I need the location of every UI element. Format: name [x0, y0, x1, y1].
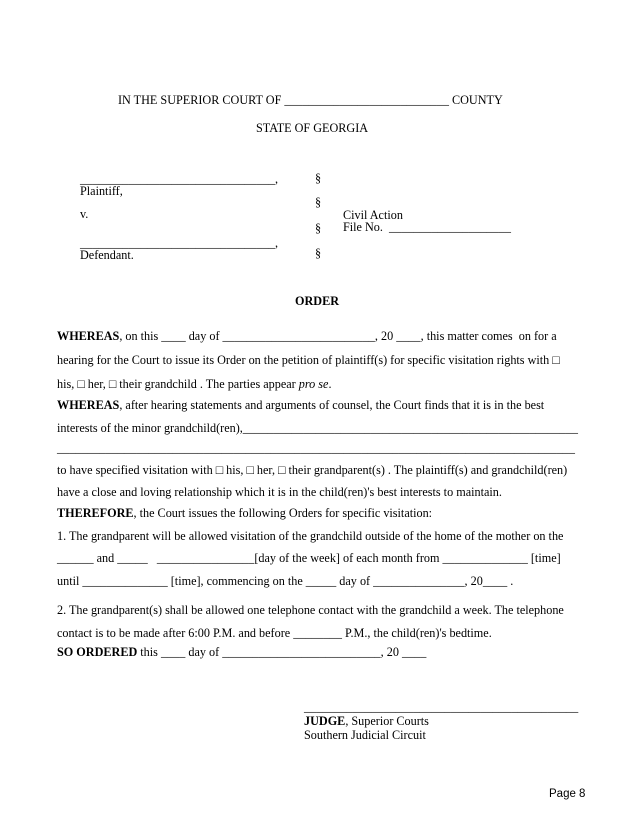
paragraph-text: .	[328, 377, 332, 391]
defendant-label: Defendant.	[80, 248, 134, 262]
signature-line: _____________________________________________	[304, 700, 579, 714]
paragraph-line: contact is to be made after 6:00 P.M. and before ________ P.M., the child(ren)'s bedtime.	[57, 626, 492, 640]
section-symbol: §	[315, 195, 322, 209]
paragraph-text: his, □ her, □ their grandchild . The parties appear	[57, 377, 299, 391]
therefore-keyword: THEREFORE	[57, 506, 134, 520]
section-symbol: §	[315, 246, 322, 260]
court-heading: IN THE SUPERIOR COURT OF ___________________________ COUNTY	[118, 93, 503, 107]
paragraph-text: , after hearing statements and arguments of counsel, the Court finds that it is in the best	[119, 398, 545, 412]
whereas-keyword: WHEREAS	[57, 329, 120, 343]
paragraph-text: , on this ____ day of _________________________, 20 ____, this matter comes on for a	[119, 329, 557, 343]
judge-keyword: JUDGE	[304, 714, 346, 728]
plaintiff-label: Plaintiff,	[80, 184, 123, 198]
pro-se-italic: pro se	[298, 377, 329, 391]
paragraph-line	[57, 377, 332, 392]
paragraph-line	[57, 645, 426, 660]
order-title: ORDER	[295, 294, 340, 308]
judicial-circuit: Southern Judicial Circuit	[304, 728, 426, 742]
section-symbol: §	[315, 221, 322, 235]
paragraph-line	[57, 329, 557, 344]
section-symbol: §	[315, 171, 322, 185]
plaintiff-blank: ________________________________,	[80, 172, 279, 186]
civil-action-label: Civil Action	[343, 208, 403, 222]
versus-label: v.	[80, 207, 89, 221]
whereas-keyword: WHEREAS	[57, 398, 120, 412]
judge-court: , Superior Courts	[345, 714, 429, 728]
paragraph-line: ______ and _____ ________________[day of the week] of each month from ______________ [time]	[57, 551, 561, 565]
paragraph-text: , the Court issues the following Orders for specific visitation:	[133, 506, 433, 520]
judge-title	[304, 714, 429, 729]
paragraph-line	[57, 506, 432, 521]
paragraph-text: this ____ day of __________________________, 20 ____	[137, 645, 427, 659]
paragraph-line: interests of the minor grandchild(ren),_______________________________________________________	[57, 421, 578, 435]
paragraph-line: until ______________ [time], commencing on the _____ day of _______________, 20____ .	[57, 574, 514, 588]
so-ordered-keyword: SO ORDERED	[57, 645, 138, 659]
paragraph-line: _____________________________________________________________________________________	[57, 441, 575, 455]
defendant-blank: ________________________________,	[80, 236, 279, 250]
paragraph-line: have a close and loving relationship which it is in the child(ren)'s best interests to maintain.	[57, 485, 502, 499]
paragraph-line: to have specified visitation with □ his, □ her, □ their grandparent(s) . The plaintiff(s) and grandchild(ren)	[57, 463, 568, 477]
paragraph-line: 2. The grandparent(s) shall be allowed one telephone contact with the grandchild a week. The telephone	[57, 603, 564, 617]
page-number: Page 8	[549, 788, 586, 800]
file-number-label: File No. ____________________	[343, 220, 511, 234]
paragraph-line: hearing for the Court to issue its Order on the petition of plaintiff(s) for specific visitation rights with □	[57, 353, 560, 367]
paragraph-line: 1. The grandparent will be allowed visitation of the grandchild outside of the home of the mother on the	[57, 529, 564, 543]
paragraph-line	[57, 398, 544, 413]
state-heading: STATE OF GEORGIA	[256, 121, 369, 135]
